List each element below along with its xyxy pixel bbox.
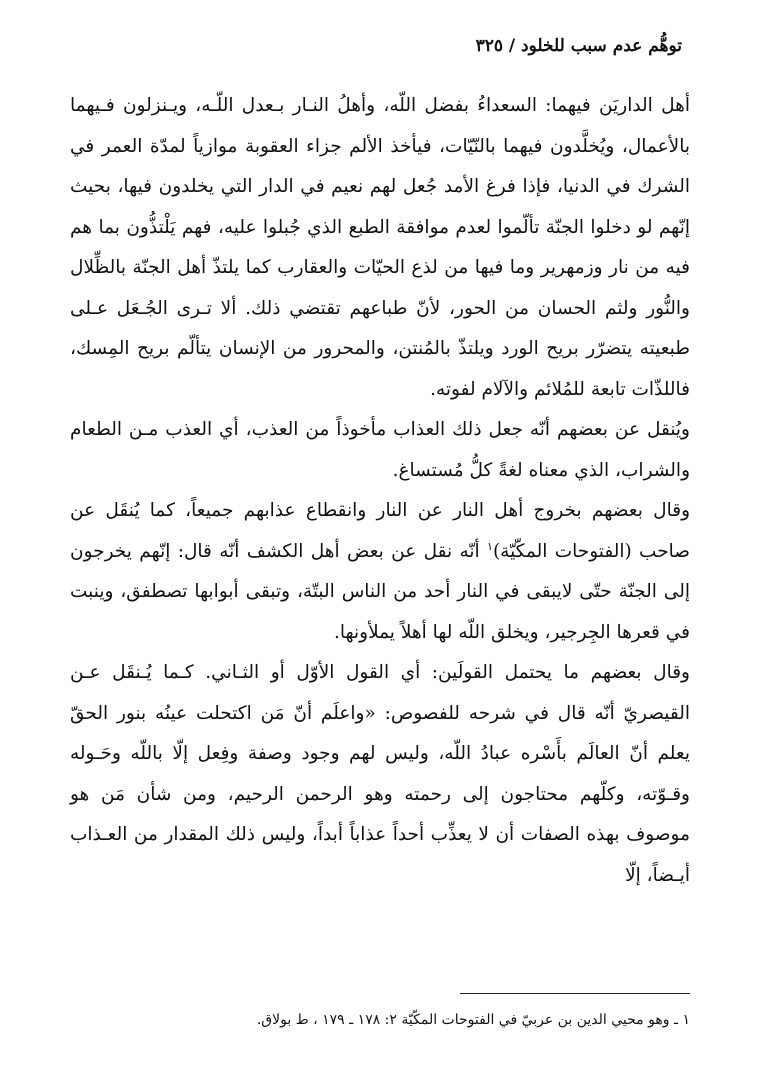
running-head (382, 34, 682, 58)
footnote-reference: ١ (487, 539, 493, 553)
header-separator: / (508, 36, 516, 56)
paragraph-3-start: وقال بعضهم بخروج أهل النار عن النار وانقطاع عذابهم جميعاً، كما يُنقَل عن صاحب (الفتوحات المكّيّة) (70, 500, 690, 562)
paragraph-4: وقال بعضهم ما يحتمل القولَين: أي القول الأوّل أو الثـاني. كـما يُـنقَل عـن القيصريّ أنّه قال في شرحه للفصوص: «واعلَم أنّ مَن اكتحلت عينُه بنور الحقّ يعلم أنّ العالَم بأَسْره عبادُ اللّه، وليس لهم وجود وصفة وفِعل إلّا باللّه وحَـوله وقـوّته، وكلّهم محتاجون إلى رحمته وهو الرحمن الرحيم، ومن شأن مَن هو موصوف بهذه الصفات أن لا يعذِّب أحداً عذاباً أبداً، وليس ذلك المقدار من العـذاب أيـضاً، إلّا (70, 662, 690, 886)
body-text (70, 86, 690, 896)
paragraph-3 (70, 491, 690, 653)
paragraph-3-rest: أنّه نقل عن بعض أهل الكشف أنّه قال: إنّهم يخرجون إلى الجنّة حتّى لايبقى في النار أحد من الناس البتّة، وتبقى أبوابها تصطفق، وينبت في قعرها الجِرجير، ويخلق اللّه لها أهلاً يملأونها. (70, 540, 690, 643)
page-number: ٣٢٥ (475, 36, 503, 56)
footnote: ١ ـ وهو محيي الدين بن عربيّ في الفتوحات المكّيّة ٢: ١٧٨ ـ ١٧٩ ، ط بولاق. (256, 1012, 690, 1028)
footnote-divider (460, 993, 690, 994)
running-title: توهُّم عدم سبب للخلود (521, 36, 682, 56)
paragraph-2: ويُنقل عن بعضهم أنّه جعل ذلك العذاب مأخوذاً من العذب، أي العذب مـن الطعام والشراب، الذي معناه لغةً كلُّ مُستساغ. (70, 419, 690, 481)
paragraph-1: أهل الداريَن فيهما: السعداءُ بفضل اللّه، وأهلُ النـار بـعدل اللّـه، ويـنزلون فـيهما بالأعمال، ويُخلَّدون فيهما بالنّيّات، فيأخذ الألم جزاء العقوبة موازياً لمدّة العمر في الشرك في الدنيا، فإذا فرغ الأمد جُعل لهم نعيم في الدار التي يخلدون فيها، بحيث إنّهم لو دخلوا الجنّة تألّموا لعدم موافقة الطبع الذي جُبلوا عليه، فهم يَلْتذُّون بما هم فيه من نار وزمهرير وما فيها من لذع الحيّات والعقارب كما يلتذّ أهل الجنّة بالظِّلال والنُّور ولثم الحسان من الحور، لأنّ طباعهم تقتضي ذلك. ألا تـرى الجُـعَل عـلى طبعيته يتضرّر بريح الورد ويلتذّ بالمُنتن، والمحرور من الإنسان يتألّم بريح المِسك، فاللذّات تابعة للمُلائم والآلام لفوته. (70, 95, 690, 400)
